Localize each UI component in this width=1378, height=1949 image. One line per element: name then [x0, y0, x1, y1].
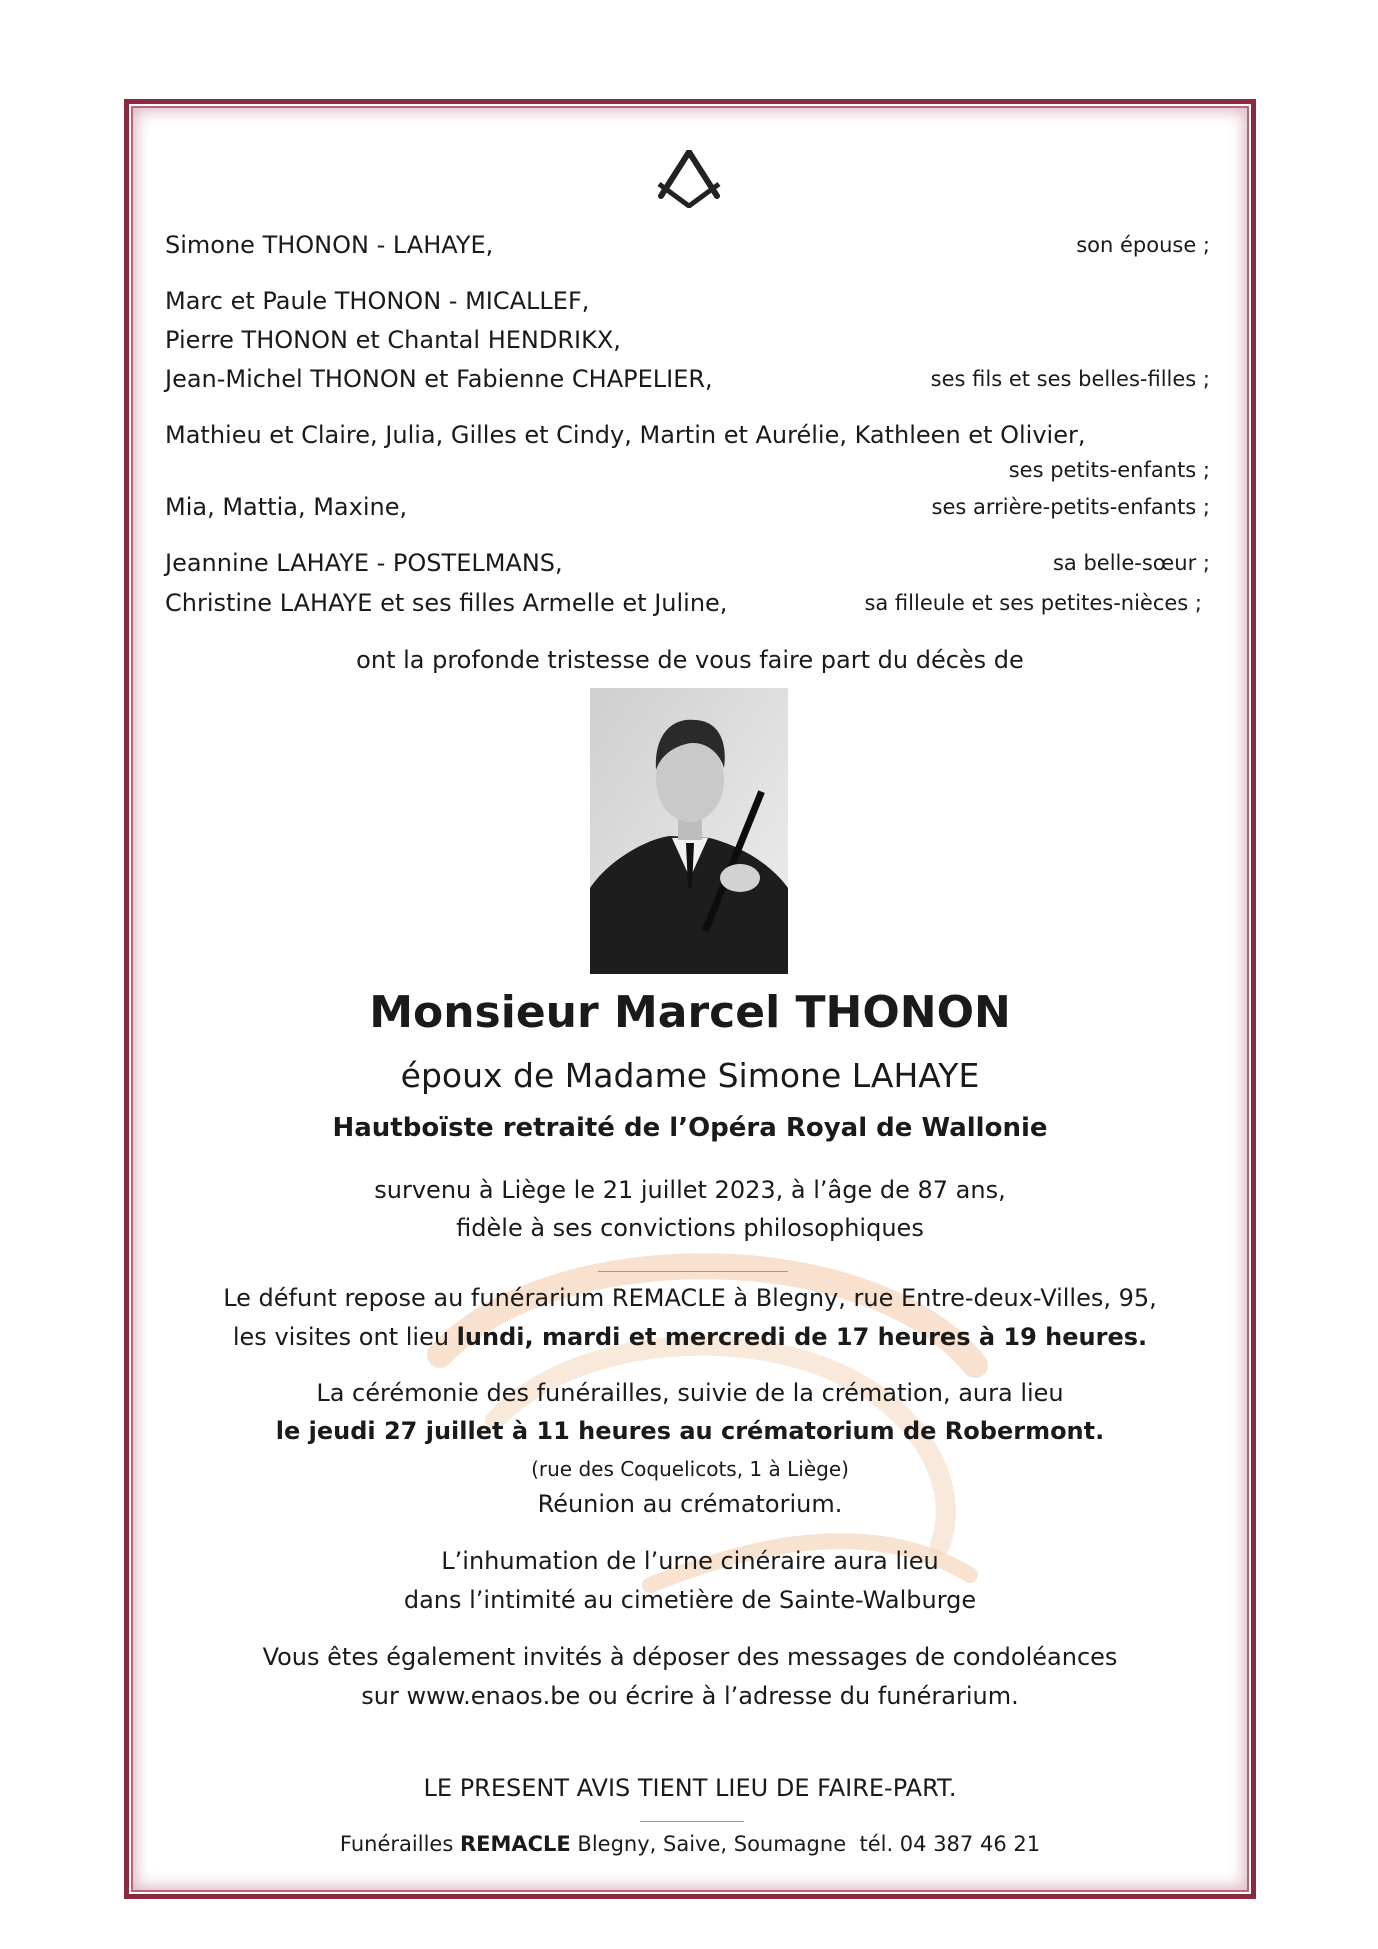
family-relation: ses arrière-petits-enfants ; — [931, 495, 1210, 519]
family-name: Mia, Mattia, Maxine, — [165, 493, 408, 521]
family-name: Jeannine LAHAYE - POSTELMANS, — [165, 549, 563, 577]
visits-schedule: lundi, mardi et mercredi de 17 heures à 19 heures. — [456, 1323, 1148, 1351]
deceased-name: Monsieur Marcel THONON — [369, 987, 1011, 1038]
burial-line-1: L’inhumation de l’urne cinéraire aura lieu — [441, 1547, 939, 1575]
family-relation: ses petits-enfants ; — [1008, 458, 1210, 482]
family-name: Pierre THONON et Chantal HENDRIKX, — [165, 326, 621, 354]
ceremony-meeting: Réunion au crématorium. — [537, 1490, 843, 1518]
square-and-compasses-icon — [655, 150, 723, 208]
family-name: Mathieu et Claire, Julia, Gilles et Cindy, Martin et Aurélie, Kathleen et Olivier, — [165, 421, 1086, 449]
condolences-line-2: sur www.enaos.be ou écrire à l’adresse du funérarium. — [361, 1682, 1019, 1710]
family-name: Jean-Michel THONON et Fabienne CHAPELIER, — [165, 365, 713, 393]
notice: LE PRESENT AVIS TIENT LIEU DE FAIRE-PART. — [423, 1774, 957, 1802]
footer-brand: REMACLE — [459, 1832, 571, 1856]
ceremony-line-2: le jeudi 27 juillet à 11 heures au crématorium de Robermont. — [275, 1417, 1105, 1445]
visits-line-1: Le défunt repose au funérarium REMACLE à Blegny, rue Entre-deux-Villes, 95, — [223, 1284, 1157, 1312]
ceremony-address: (rue des Coquelicots, 1 à Liège) — [531, 1457, 849, 1481]
footer-separator — [640, 1821, 744, 1822]
condolences-line-1: Vous êtes également invités à déposer des messages de condoléances — [262, 1643, 1118, 1671]
family-relation: sa filleule et ses petites-nièces ; — [864, 591, 1202, 615]
family-relation: sa belle-sœur ; — [1052, 551, 1210, 575]
deceased-spouse: époux de Madame Simone LAHAYE — [400, 1056, 980, 1095]
family-relation: son épouse ; — [1076, 233, 1210, 257]
family-name: Christine LAHAYE et ses filles Armelle et Juline, — [165, 589, 728, 617]
family-relation: ses fils et ses belles-filles ; — [930, 367, 1210, 391]
death-line-1: survenu à Liège le 21 juillet 2023, à l’âge de 87 ans, — [374, 1176, 1006, 1204]
separator — [598, 1271, 788, 1272]
deceased-profession: Hautboïste retraité de l’Opéra Royal de Wallonie — [332, 1113, 1048, 1143]
family-name: Simone THONON - LAHAYE, — [165, 231, 494, 259]
footer-contact: Blegny, Saive, Soumagne tél. 04 387 46 21 — [570, 1832, 1041, 1856]
portrait-photo — [590, 688, 788, 974]
announcement-intro: ont la profonde tristesse de vous faire part du décès de — [356, 646, 1024, 674]
footer-prefix: Funérailles — [339, 1832, 460, 1856]
visits-prefix: les visites ont lieu — [232, 1323, 457, 1351]
visits-line-2 — [124, 1322, 1256, 1352]
ceremony-line-1: La cérémonie des funérailles, suivie de la crémation, aura lieu — [316, 1379, 1064, 1407]
burial-line-2: dans l’intimité au cimetière de Sainte-Walburge — [403, 1586, 977, 1614]
death-line-2: fidèle à ses convictions philosophiques — [456, 1214, 924, 1242]
footer — [124, 1830, 1256, 1858]
family-name: Marc et Paule THONON - MICALLEF, — [165, 287, 590, 315]
